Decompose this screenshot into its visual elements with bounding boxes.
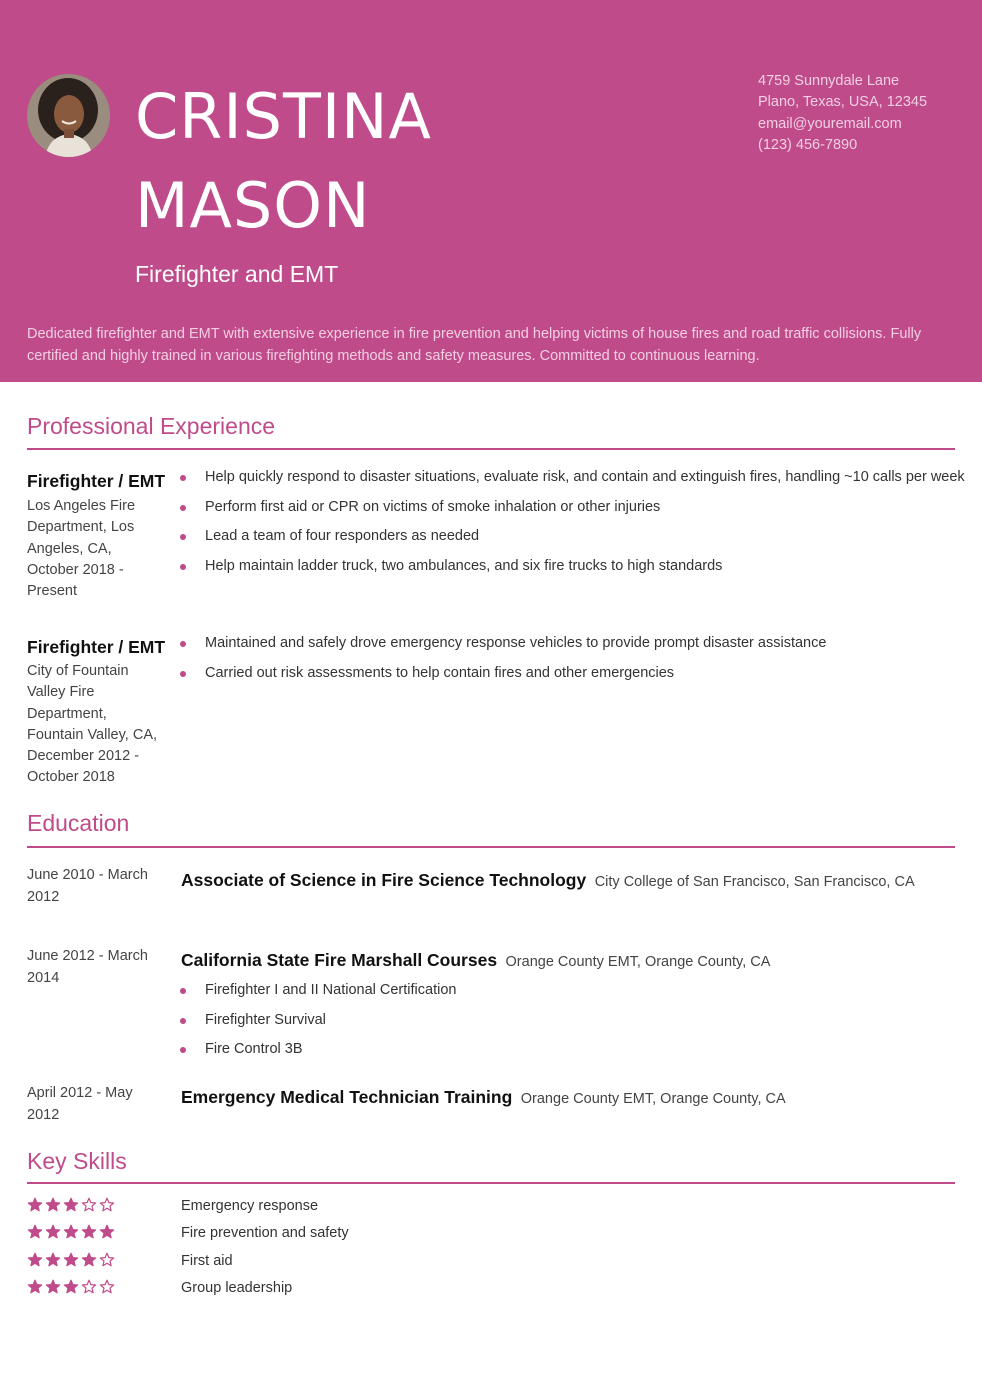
phone-number: (123) 456-7890 [758, 136, 858, 153]
profile-summary: Dedicated firefighter and EMT with extensive experience in fire prevention and helping victims of house fires and road traffic collisions. Fully certified and highly trained in various firefighting methods and safety measures. Committed to continuous learning. [27, 326, 922, 364]
skill-rating [27, 1224, 117, 1242]
city-line: Plano, Texas, USA, 12345 [758, 94, 928, 111]
bullet-dot-icon [180, 1047, 186, 1053]
star-filled-icon [63, 1279, 81, 1297]
star-filled-icon [45, 1252, 63, 1270]
list-item: Fire Control 3B [180, 1035, 456, 1065]
education-entry [181, 950, 770, 971]
star-filled-icon [45, 1279, 63, 1297]
job-role-title: Firefighter and EMT [135, 261, 339, 287]
education-entry [181, 1087, 786, 1108]
job-employer-dates: City of Fountain Valley Fire Department, Fountain Valley, CA, December 2012 - October 2018 [27, 663, 158, 786]
skill-name: Fire prevention and safety [181, 1225, 349, 1241]
skill-rating [27, 1197, 117, 1215]
education-degree: Associate of Science in Fire Science Technology [181, 870, 587, 890]
address-line: 4759 Sunnydale Lane [758, 73, 900, 89]
list-item: Perform first aid or CPR on victims of smoke inhalation or other injuries [180, 493, 965, 523]
star-filled-icon [81, 1252, 99, 1270]
skill-row [27, 1279, 427, 1301]
bullet-dot-icon [180, 534, 186, 540]
star-filled-icon [63, 1197, 81, 1215]
list-item: Lead a team of four responders as needed [180, 522, 965, 552]
star-filled-icon [63, 1224, 81, 1242]
section-title-education: Education [27, 810, 130, 836]
bullet-dot-icon [180, 988, 186, 994]
section-divider [27, 1182, 955, 1184]
skill-row [27, 1252, 427, 1274]
star-outline-icon [99, 1252, 117, 1270]
education-dates: June 2010 - March 2012 [27, 867, 148, 905]
skill-name: Group leadership [181, 1280, 293, 1296]
job-bullets [180, 629, 826, 688]
skill-rating [27, 1279, 117, 1297]
star-outline-icon [99, 1279, 117, 1297]
education-degree: California State Fire Marshall Courses [181, 950, 498, 970]
star-filled-icon [45, 1224, 63, 1242]
section-title-experience: Professional Experience [27, 413, 276, 439]
bullet-dot-icon [180, 1018, 186, 1024]
star-filled-icon [27, 1279, 45, 1297]
job-title: Firefighter / EMT [27, 471, 166, 491]
skill-name: First aid [181, 1253, 233, 1269]
first-name: CRISTINA [135, 80, 432, 153]
job-employer-dates: Los Angeles Fire Department, Los Angeles, CA, October 2018 - Present [27, 498, 136, 600]
section-title-skills: Key Skills [27, 1148, 127, 1174]
education-bullets [180, 976, 456, 1065]
star-filled-icon [27, 1197, 45, 1215]
skill-rating [27, 1252, 117, 1270]
star-filled-icon [81, 1224, 99, 1242]
star-filled-icon [45, 1197, 63, 1215]
skill-row [27, 1224, 427, 1246]
job-bullets [180, 463, 965, 581]
section-divider [27, 448, 955, 450]
list-item: Help maintain ladder truck, two ambulances, and six fire trucks to high standards [180, 552, 965, 582]
education-school: Orange County EMT, Orange County, CA [505, 954, 771, 970]
bullet-dot-icon [180, 671, 186, 677]
section-divider [27, 846, 955, 848]
skill-name: Emergency response [181, 1198, 319, 1214]
star-filled-icon [63, 1252, 81, 1270]
email-link[interactable]: email@youremail.com [758, 115, 902, 132]
resume-header [0, 0, 982, 382]
star-filled-icon [99, 1224, 117, 1242]
contact-block [758, 71, 927, 156]
star-outline-icon [81, 1279, 99, 1297]
star-filled-icon [27, 1224, 45, 1242]
education-dates: June 2012 - March 2014 [27, 948, 148, 986]
education-entry [181, 870, 915, 891]
education-degree: Emergency Medical Technician Training [181, 1087, 513, 1107]
list-item: Firefighter Survival [180, 1006, 456, 1036]
bullet-dot-icon [180, 564, 186, 570]
star-outline-icon [81, 1197, 99, 1215]
profile-photo [27, 74, 110, 157]
list-item: Carried out risk assessments to help contain fires and other emergencies [180, 659, 826, 689]
education-school: Orange County EMT, Orange County, CA [520, 1091, 786, 1107]
list-item: Help quickly respond to disaster situations, evaluate risk, and contain and extinguish fires, handling ~10 calls per week [180, 463, 965, 493]
star-outline-icon [99, 1197, 117, 1215]
education-school: City College of San Francisco, San Francisco, CA [594, 874, 915, 890]
bullet-dot-icon [180, 641, 186, 647]
last-name: MASON [135, 169, 371, 242]
star-filled-icon [27, 1252, 45, 1270]
skill-row [27, 1197, 427, 1219]
bullet-dot-icon [180, 505, 186, 511]
list-item: Firefighter I and II National Certification [180, 976, 456, 1006]
list-item: Maintained and safely drove emergency response vehicles to provide prompt disaster assistance [180, 629, 826, 659]
education-dates: April 2012 - May 2012 [27, 1085, 133, 1123]
job-title: Firefighter / EMT [27, 637, 166, 657]
bullet-dot-icon [180, 475, 186, 481]
